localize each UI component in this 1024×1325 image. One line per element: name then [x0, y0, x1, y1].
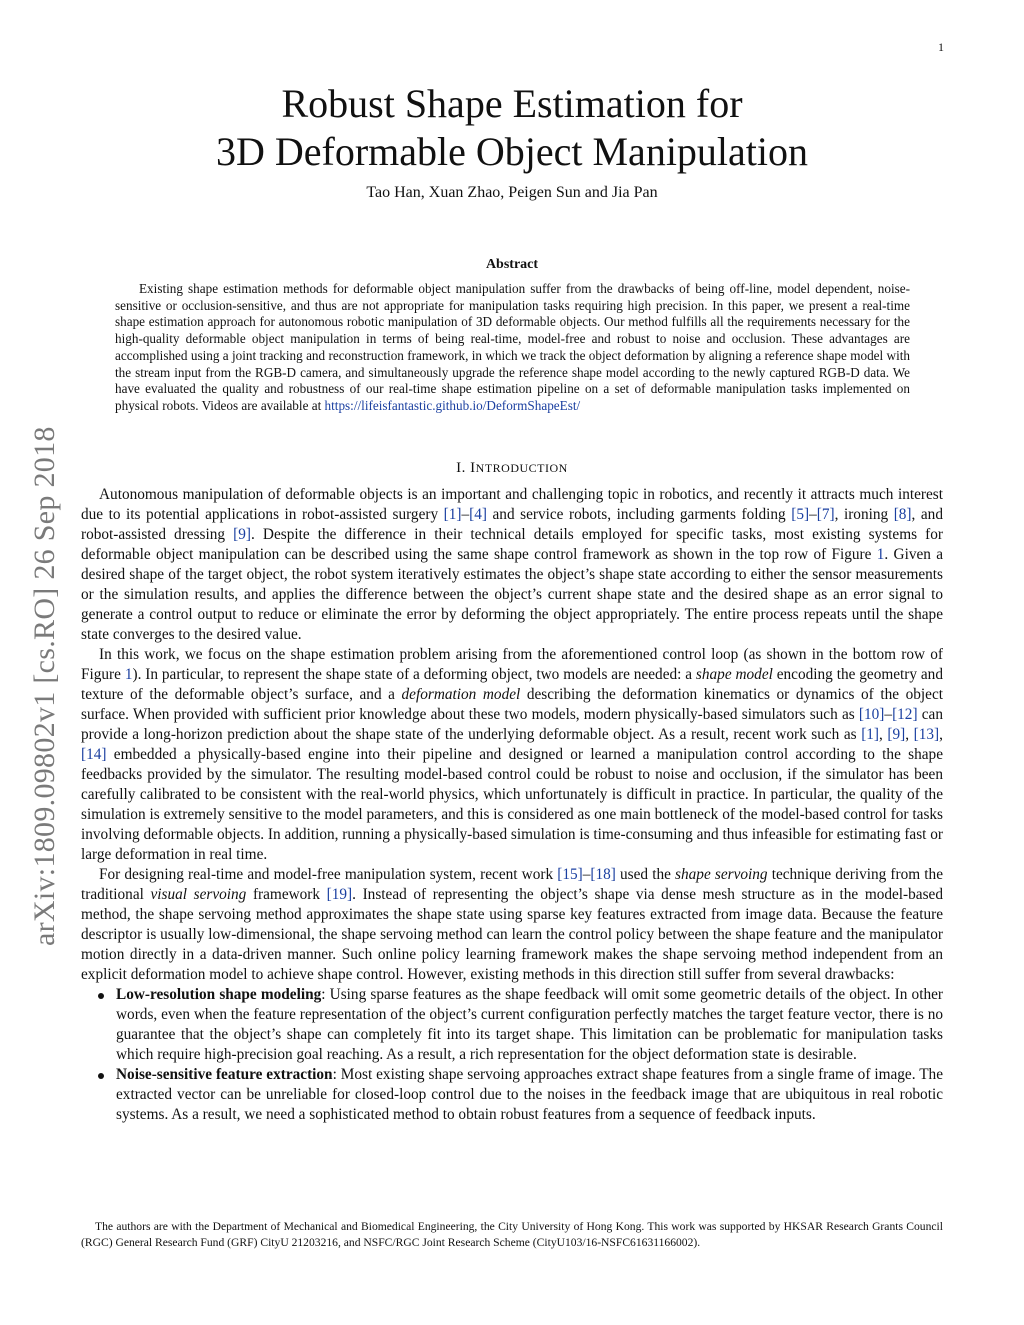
text-run: used the [615, 866, 676, 883]
text-run: technique deriving from the traditional [81, 866, 943, 903]
text-run: For designing real-time and model-free manipulation system, recent work [99, 866, 558, 883]
figure-reference-link[interactable]: 1 [124, 666, 133, 683]
citation-link[interactable]: [15] [557, 866, 583, 883]
citation-link[interactable]: [14] [81, 746, 107, 763]
citation-link[interactable]: [7] [816, 506, 835, 523]
paragraph-1 [81, 485, 943, 645]
arxiv-identifier-stamp: arXiv:1809.09802v1 [cs.RO] 26 Sep 2018 [28, 426, 61, 946]
bullet-icon [98, 993, 104, 999]
paper-title [0, 80, 1024, 176]
citation-link[interactable]: [18] [590, 866, 616, 883]
emphasis-term: deformation model [401, 686, 521, 703]
title-line-2: 3D Deformable Object Manipulation [215, 129, 809, 174]
emphasis-term: shape servoing [675, 866, 768, 883]
title-line-1: Robust Shape Estimation for [281, 81, 743, 126]
text-run: – [582, 866, 591, 883]
abstract-body [115, 281, 910, 415]
emphasis-term: shape model [695, 666, 773, 683]
list-item [81, 1065, 943, 1125]
list-item [81, 985, 943, 1065]
section-heading-introduction [0, 460, 1024, 477]
text-run: , [939, 726, 943, 743]
citation-link[interactable]: [13] [913, 726, 940, 743]
citation-link[interactable]: [19] [326, 886, 353, 903]
paragraph-3 [81, 865, 943, 985]
list-item-label: Noise-sensitive feature extraction [116, 1066, 333, 1083]
list-item-text: : Most existing shape servoing approaches extract shape features from a single frame of image. The extracted vector can be unreliable for closed-loop control due to the noises in the feedback image that are ubiquitous in real robotic systems. As a result, we need a sophisticated method to obtain robust features from a sequence of feedback inputs. [116, 1066, 943, 1123]
introduction-body [81, 485, 943, 1125]
text-run: – [461, 506, 470, 523]
emphasis-term: visual servoing [150, 886, 247, 903]
drawbacks-list [81, 985, 943, 1125]
text-run: encoding the geometry and texture of the deformable object’s surface, and a [81, 666, 943, 703]
text-run: . Given a desired shape of the target object, the robot system iteratively estimates the object’s shape state according to either the sensor measurements or the simulation results, and applies the difference between the object’s current shape state and the desired shape as an error signal to generate a control output to reduce or eliminate the error by deforming the object appropriately. The entire process repeats until the shape state converges to the desired value. [81, 546, 943, 643]
list-item-label: Low-resolution shape modeling [116, 986, 322, 1003]
text-run: embedded a physically-based engine into their pipeline and designed or learned a manipulation control according to the shape feedbacks provided by the simulator. The resulting model-based control could be robust to noise and occlusion, if the simulator has been carefully calibrated to be consistent with the real-world physics, which unfortunately is difficult in practice. In particular, the quality of the simulation is extremely sensitive to the model parameters, and this is considered as one main bottleneck of the model-based control for tasks involving deformable objects. In addition, running a physically-based simulation is time-consuming and thus infeasible for estimating fast or large deformation in real time. [81, 746, 943, 863]
citation-link[interactable]: [1] [443, 506, 462, 523]
citation-link[interactable]: [4] [469, 506, 487, 523]
text-run: . Instead of representing the object’s shape via dense mesh structure as in the model-based method, the shape servoing method approximates the shape state using sparse key features extracted from image data. Because the feature descriptor is usually low-dimensional, the shape servoing method can learn the control policy between the shape feature and the manipulator motion directly in a data-driven manner. Such online policy learning framework makes the shape servoing method independent from an explicit deformation model to achieve shape control. However, existing methods in this direction still suffer from several drawbacks: [81, 886, 943, 983]
citation-link[interactable]: [12] [892, 706, 918, 723]
text-run: – [809, 506, 817, 523]
author-list: Tao Han, Xuan Zhao, Peigen Sun and Jia Pan [366, 184, 658, 201]
citation-link[interactable]: [1] [861, 726, 880, 743]
text-run: and service robots, including garments folding [486, 506, 792, 523]
abstract-text: Existing shape estimation methods for deformable object manipulation suffer from the drawbacks of being off-line, model dependent, noise-sensitive or occlusion-sensitive, and thus are not appropriate for manipulation tasks requiring high precision. In this paper, we present a real-time shape estimation approach for autonomous robotic manipulation of 3D deformable objects. Our method fulfills all the requirements necessary for the high-quality deformable object manipulation in terms of being real-time, model-free and robust to noise and occlusion. These advantages are accomplished using a joint tracking and reconstruction framework, in which we track the object deformation by aligning a reference shape model with the stream input from the RGB-D camera, and simultaneously upgrade the reference shape model according to the newly captured RGB-D data. We have evaluated the quality and robustness of our real-time shape estimation pipeline on a set of deformable manipulation tasks implemented on physical robots. Videos are available at [115, 281, 910, 413]
text-run: describing the deformation kinematics or dynamics of the object surface. When provided with sufficient prior knowledge about these two models, modern physically-based simulators such as [81, 686, 943, 723]
section-title-smallcaps: NTRODUCTION [475, 461, 568, 475]
text-run: , [879, 726, 888, 743]
citation-link[interactable]: [8] [893, 506, 912, 523]
text-run: , and robot-assisted dressing [81, 506, 943, 543]
citation-link[interactable]: [10] [858, 706, 885, 723]
text-run: . Despite the difference in their technical details employed for specific tasks, most existing systems for deformable object manipulation can be described using the same shape control framework as shown in the top row of Figure [81, 526, 943, 563]
text-run: ). In particular, to represent the shape state of a deforming object, two models are needed: a [132, 666, 696, 683]
paragraph-2 [81, 645, 943, 865]
citation-link[interactable]: [9] [233, 526, 251, 543]
text-run: In this work, we focus on the shape estimation problem arising from the aforementioned control loop (as shown in the bottom row of Figure [81, 646, 943, 683]
author-affiliation-footnote: The authors are with the Department of Mechanical and Biomedical Engineering, the City University of Hong Kong. This work was supported by HKSAR Research Grants Council (RGC) General Research Fund (GRF) CityU 21203216, and NSFC/RGC Joint Research Scheme (CityU103/16-NSFC61631166002). [81, 1220, 943, 1249]
text-run: – [884, 706, 893, 723]
text-run: can provide a long-horizon prediction about the shape state of the underlying deformable object. As a result, recent work such as [81, 706, 943, 743]
page-number: 1 [938, 40, 944, 54]
text-run: Autonomous manipulation of deformable objects is an important and challenging topic in robotics, and recently it attracts much interest due to its potential applications in robot-assisted surgery [81, 486, 943, 523]
citation-link[interactable]: [9] [887, 726, 906, 743]
abstract-heading: Abstract [485, 257, 539, 272]
figure-reference-link[interactable]: 1 [876, 546, 885, 563]
text-run: framework [246, 886, 327, 903]
list-item-text: : Using sparse features as the shape feedback will omit some geometric details of the object. In other words, even when the feature representation of the object’s current configuration perfectly matches the target feature vector, there is no guarantee that the object’s shape can completely fit into its target shape. This limitation can be problematic for manipulation tasks which require high-precision goal reaching. As a result, a rich representation for the object deformation state is desirable. [116, 986, 943, 1063]
bullet-icon [98, 1073, 104, 1079]
video-link[interactable]: https://lifeisfantastic.github.io/DeformShapeEst/ [324, 397, 581, 413]
text-run: , ironing [834, 506, 894, 523]
citation-link[interactable]: [5] [791, 506, 810, 523]
text-run: , [905, 726, 914, 743]
section-numeral: I. I [456, 460, 476, 476]
